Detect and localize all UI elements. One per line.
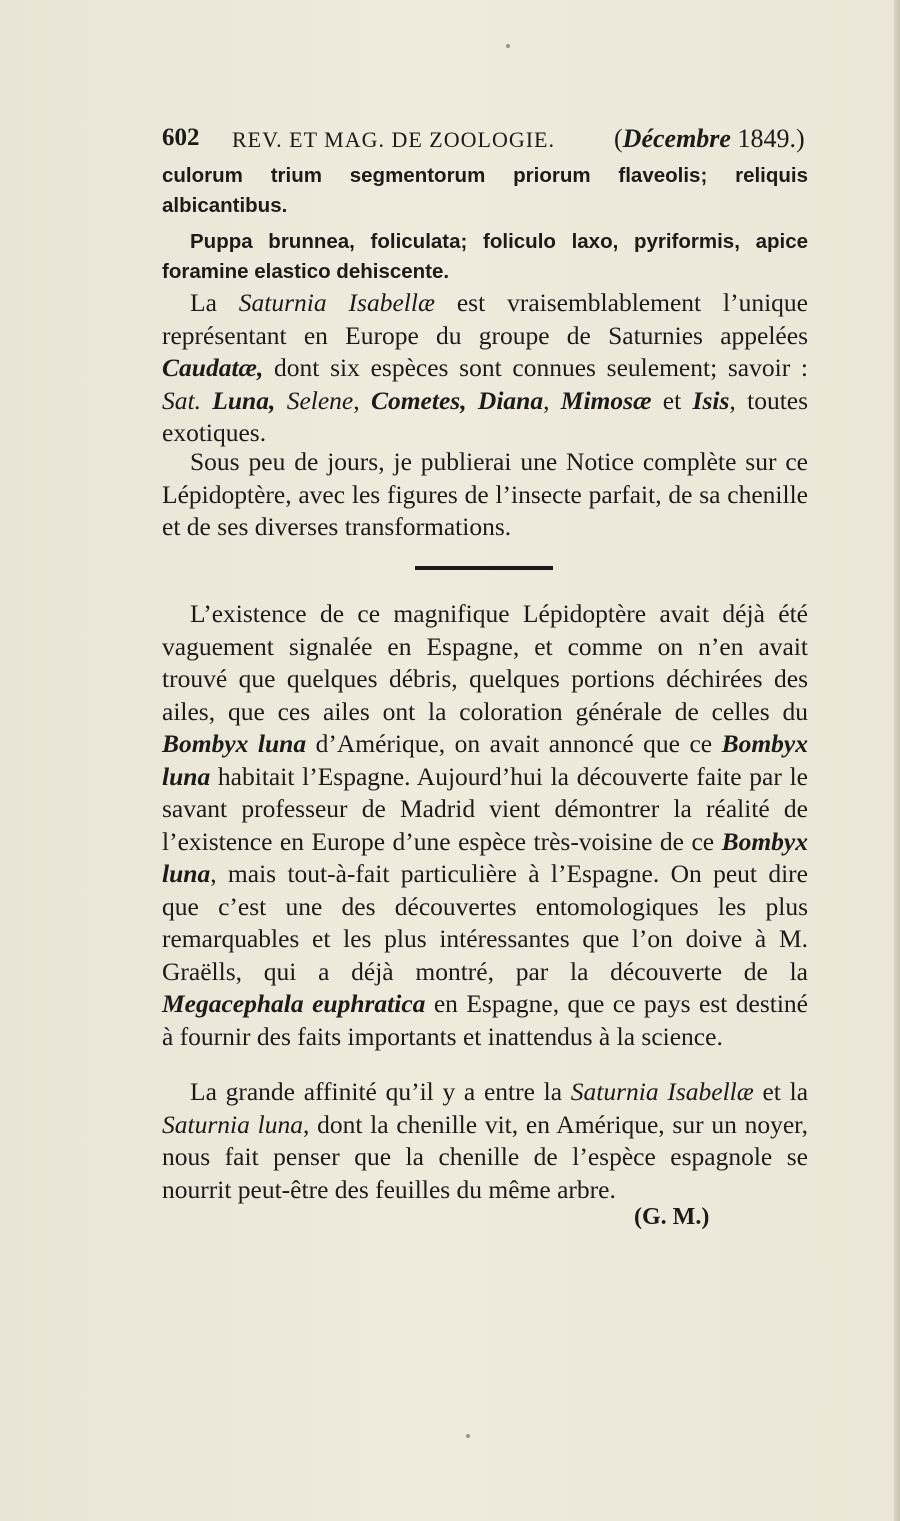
- text-run: et: [651, 385, 693, 415]
- text-run: , dont la chenille vit, en Amérique, sur un noyer, nous fait penser que la chenille de l’espèce espagnole se nourrit peut-être des feuilles du même arbre.: [162, 1109, 808, 1204]
- group-name: Caudatæ,: [162, 353, 264, 382]
- species-name: Bombyx luna: [162, 826, 808, 888]
- species-name: Sat.: [162, 385, 201, 415]
- text-run: La: [190, 288, 239, 317]
- species-name: Isis: [692, 385, 730, 415]
- paragraph-2: [162, 446, 808, 544]
- date-paren: (: [614, 124, 623, 153]
- date-year: 1849.): [737, 124, 805, 153]
- species-name: Mimosæ: [560, 385, 652, 415]
- text-run: en Espagne, que ce pays est destiné à fournir des faits importants et inattendus à la science.: [162, 989, 808, 1051]
- species-name: Cometes,: [370, 385, 467, 415]
- text-run: , mais tout-à-fait particulière à l’Espagne. On peut dire que c’est une des découvertes entomologiques les plus remarquables et les plus intéressantes que l’on doive à M. Graëlls, qui a déjà montré, par la découverte de la: [162, 859, 808, 986]
- text-run: dont six espèces sont connues seulement; savoir :: [263, 353, 808, 382]
- species-name: Bombyx luna: [162, 729, 808, 791]
- text-run: d’Amérique, on avait annoncé que ce: [306, 729, 722, 758]
- description-line: culorum trium segmentorum priorum flaveolis; reliquis albicantibus.: [162, 164, 808, 217]
- text-run: habitait l’Espagne. Aujourd’hui la découverte faite par le savant professeur de Madrid vient démontrer la réalité de l’existence en Europe d’une espèce très-voisine de ce: [162, 761, 808, 856]
- paragraph-1: [162, 287, 808, 450]
- text-run: La grande affinité qu’il y a entre la: [190, 1077, 571, 1106]
- species-name: Saturnia Isabellæ: [570, 1077, 754, 1106]
- page-edge: [894, 0, 900, 1521]
- date-month: Décembre: [622, 124, 731, 153]
- paper-speck: [466, 1434, 470, 1438]
- text-run: est vraisemblablement l’unique représentant en Europe du groupe de Saturnies appelées: [162, 288, 808, 350]
- description-line: Puppa brunnea, foliculata; foliculo laxo, pyriformis, apice foramine elastico dehiscente.: [162, 230, 808, 283]
- text-run: , toutes exotiques.: [162, 385, 809, 447]
- text-run: L’existence de ce magnifique Lépidoptère avait déjà été vaguement signalée en Espagne, et comme on n’en avait trouvé que quelques débris, quelques portions déchirées des ailes, que ces ailes ont la coloration générale de celles du: [162, 599, 808, 726]
- paragraph-text: Sous peu de jours, je publierai une Notice complète sur ce Lépidoptère, avec les figures de l’insecte parfait, de sa chenille et de ses diverses transformations.: [162, 447, 808, 541]
- section-divider: [415, 566, 553, 570]
- running-title: REV. ET MAG. DE ZOOLOGIE.: [232, 127, 555, 152]
- species-name: Selene: [286, 385, 354, 415]
- page-number: 602: [162, 124, 200, 151]
- text-run: ,: [543, 385, 561, 415]
- latin-description: [162, 161, 808, 287]
- species-name: Saturnia luna: [162, 1109, 303, 1139]
- text-run: ,: [353, 385, 371, 415]
- species-name: Saturnia Isabellæ: [238, 288, 435, 317]
- species-name: Megacephala euphratica: [162, 989, 426, 1018]
- running-header: [162, 124, 805, 160]
- paper-speck: [506, 44, 510, 48]
- species-name: Bombyx luna: [162, 729, 307, 758]
- author-signature: (G. M.): [634, 1204, 710, 1230]
- species-name: Diana: [477, 385, 544, 415]
- species-name: Luna,: [212, 385, 276, 415]
- paragraph-4: [162, 1076, 808, 1206]
- issue-date: [614, 124, 805, 154]
- paragraph-3: [162, 598, 808, 1053]
- text-run: et la: [753, 1077, 809, 1106]
